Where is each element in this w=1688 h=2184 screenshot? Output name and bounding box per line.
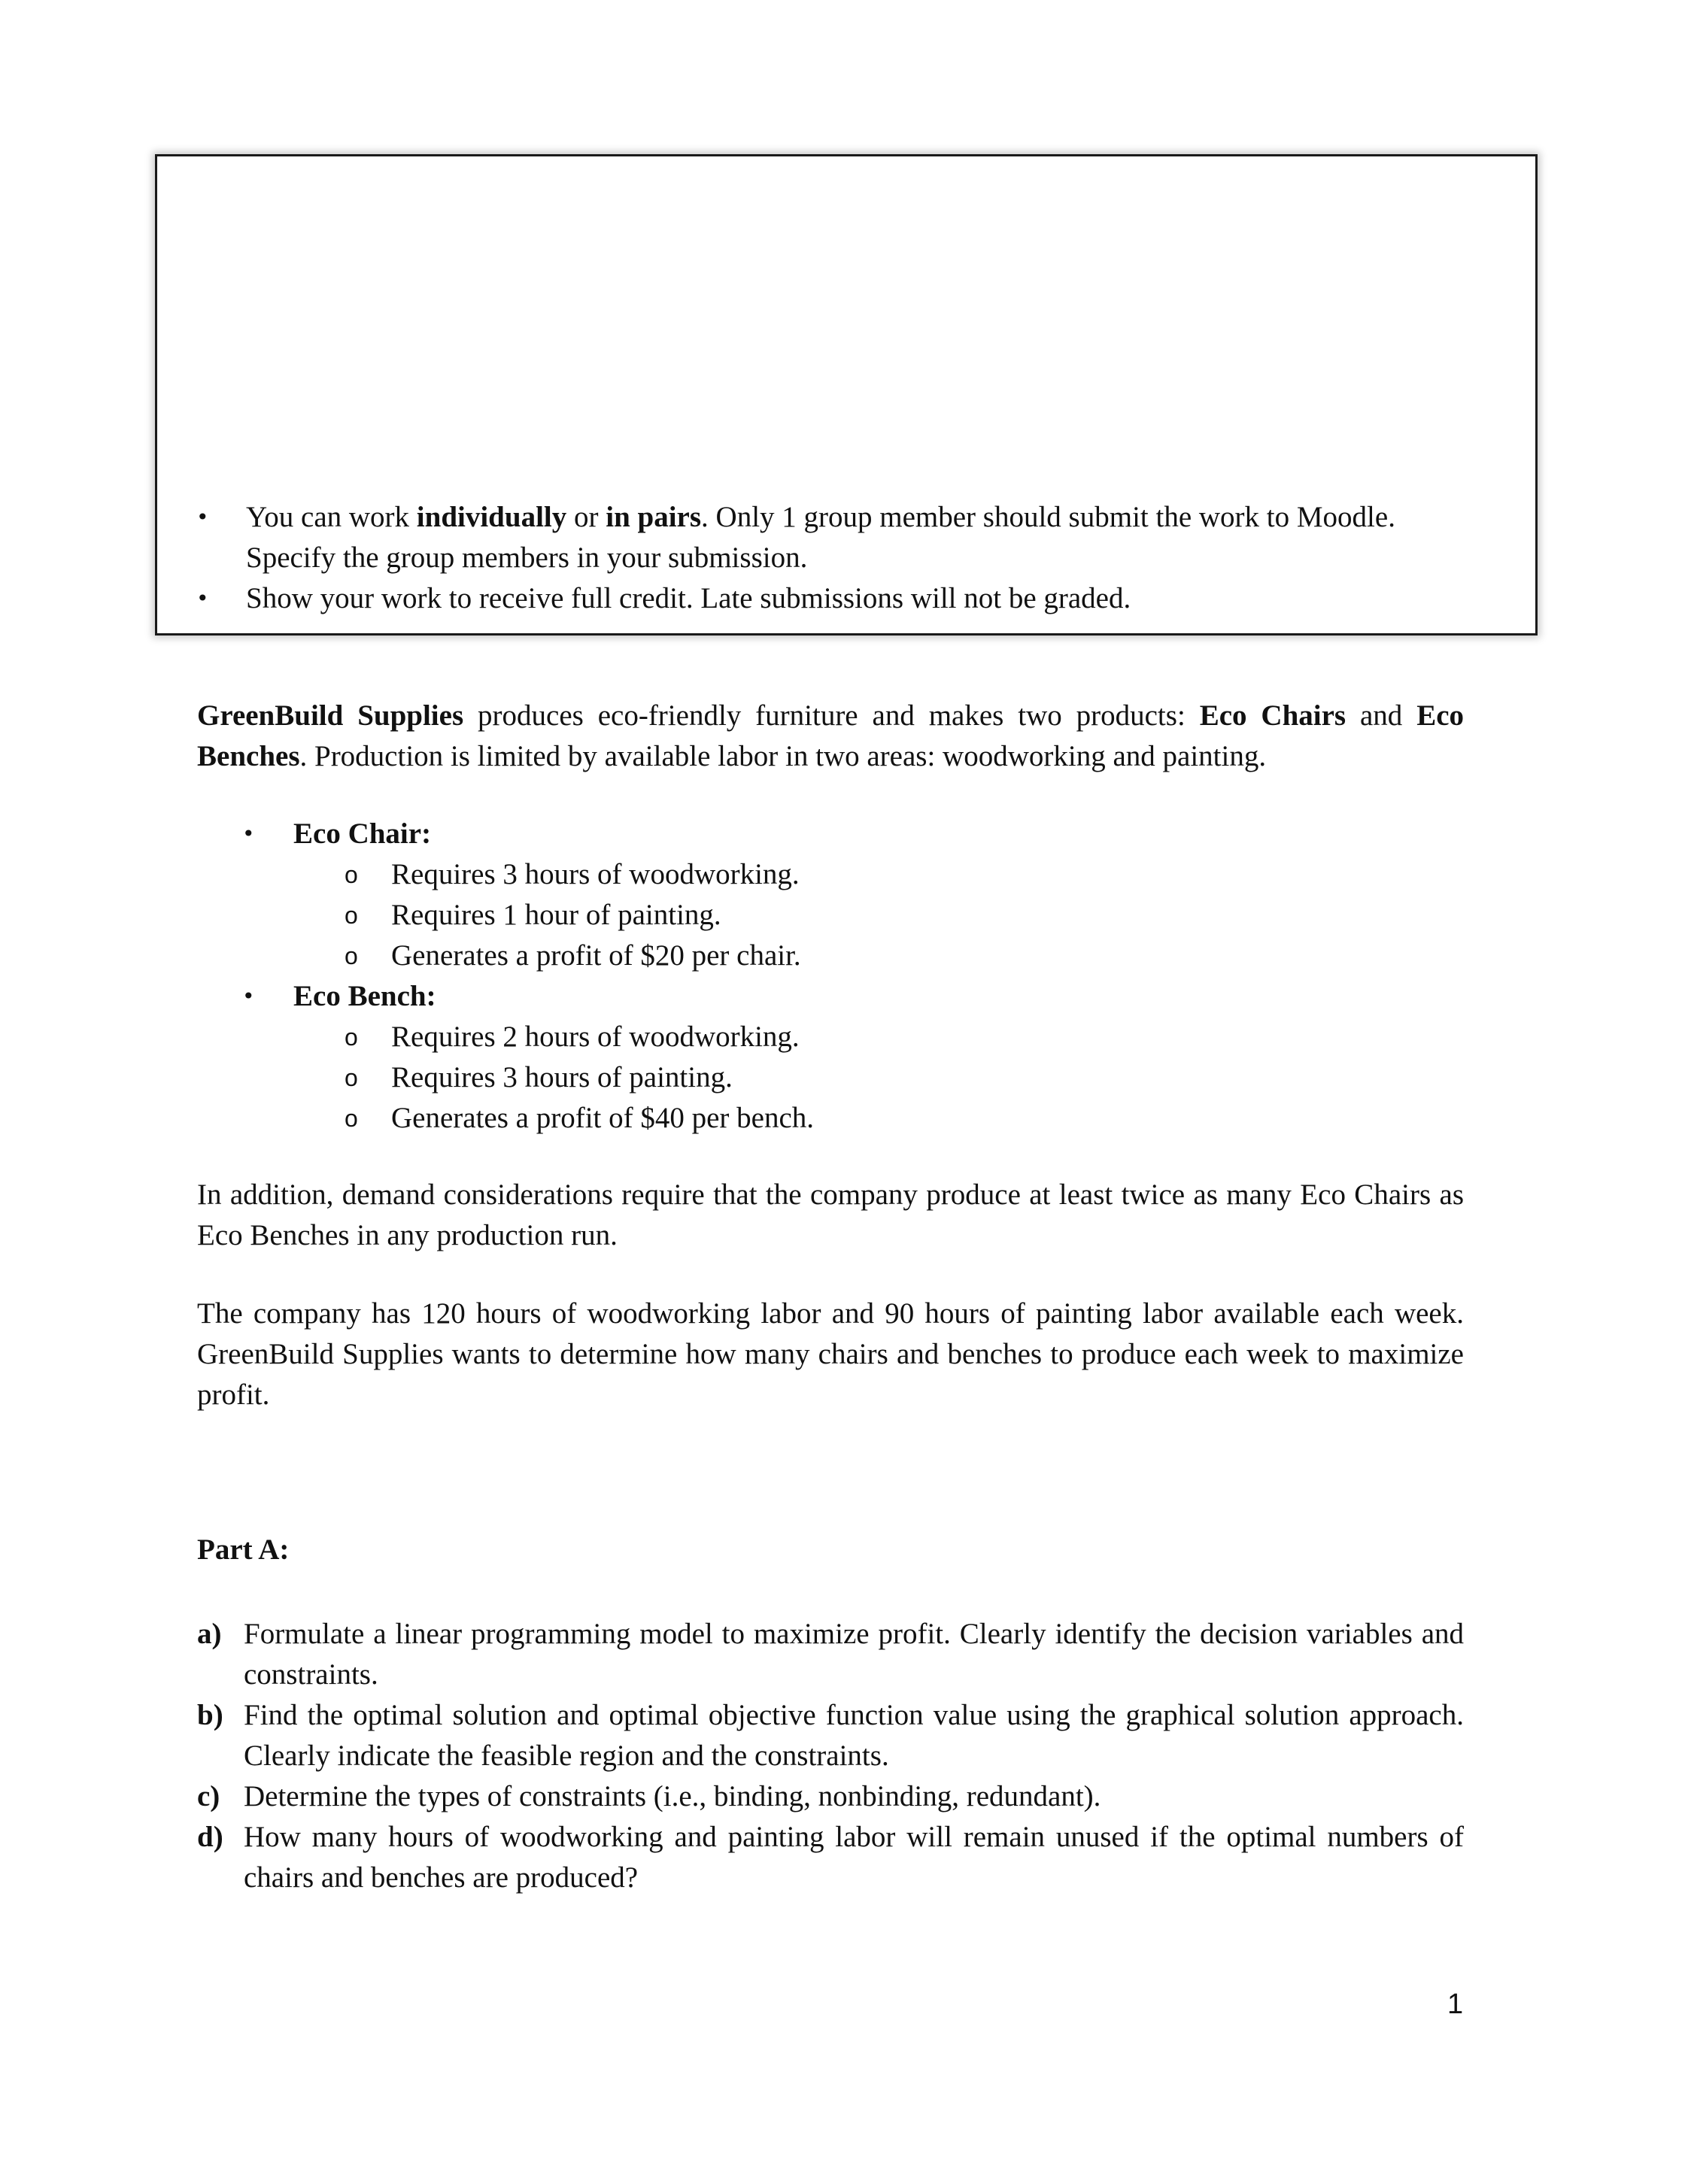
instruction-text: You can work xyxy=(246,501,417,533)
instruction-item xyxy=(157,578,1535,619)
bullet-icon: • xyxy=(196,505,209,529)
product-details xyxy=(293,854,1250,976)
intro-text: and xyxy=(1346,699,1417,732)
bullet-icon: • xyxy=(242,821,255,846)
detail-text: Requires 3 hours of woodworking. xyxy=(391,858,800,890)
question-text: Formulate a linear programming model to maximize profit. Clearly identify the decision variables and constraints. xyxy=(244,1618,1464,1691)
question-item xyxy=(197,1776,1464,1817)
page-number: 1 xyxy=(1447,1988,1464,2020)
instruction-emphasis: in pairs xyxy=(606,501,702,533)
question-text: Determine the types of constraints (i.e., binding, nonbinding, redundant). xyxy=(244,1780,1101,1812)
question-letter: a) xyxy=(197,1618,222,1650)
instructions-box xyxy=(155,154,1538,635)
intro-text: produces eco-friendly furniture and makes two products: xyxy=(463,699,1200,732)
product-detail xyxy=(197,1057,1250,1098)
detail-text: Generates a profit of $20 per chair. xyxy=(391,939,801,972)
product-item xyxy=(197,976,1250,1139)
question-letter: d) xyxy=(197,1821,223,1853)
sub-bullet-icon: o xyxy=(345,1024,358,1051)
intro-paragraph xyxy=(197,696,1464,777)
question-item xyxy=(197,1614,1464,1695)
question-list xyxy=(197,1614,1464,1898)
product-details xyxy=(293,1017,1250,1139)
question-item xyxy=(197,1695,1464,1776)
question-text: Find the optimal solution and optimal objective function value using the graphical solution approach. Clearly indicate the feasible region and the constraints. xyxy=(244,1699,1464,1772)
demand-paragraph: In addition, demand considerations require that the company produce at least twice as many Eco Chairs as Eco Benches in any production run. xyxy=(197,1178,1464,1251)
part-a-heading: Part A: xyxy=(197,1533,290,1566)
product-name: Eco Benches xyxy=(197,699,1465,772)
detail-text: Requires 3 hours of painting. xyxy=(391,1061,733,1094)
product-detail xyxy=(197,895,1250,936)
product-detail xyxy=(197,1017,1250,1057)
bullet-icon: • xyxy=(196,586,209,611)
question-letter: b) xyxy=(197,1699,223,1731)
sub-bullet-icon: o xyxy=(345,902,358,929)
product-detail xyxy=(197,936,1250,976)
question-text: How many hours of woodworking and painting labor will remain unused if the optimal numbers of chairs and benches are produced? xyxy=(244,1821,1464,1894)
instructions-list xyxy=(157,497,1535,619)
instruction-emphasis: individually xyxy=(416,501,567,533)
sub-bullet-icon: o xyxy=(345,942,358,969)
intro-text: . Production is limited by available labor in two areas: woodworking and painting. xyxy=(299,740,1267,772)
product-detail xyxy=(197,1098,1250,1139)
product-detail xyxy=(197,854,1250,895)
labor-paragraph: The company has 120 hours of woodworking labor and 90 hours of painting labor available each week. GreenBuild Supplies wants to determine how many chairs and benches to produce each week to maximize profit. xyxy=(197,1297,1464,1411)
detail-text: Generates a profit of $40 per bench. xyxy=(391,1102,815,1134)
instruction-text: Show your work to receive full credit. Late submissions will not be graded. xyxy=(246,582,1131,614)
question-letter: c) xyxy=(197,1780,220,1812)
product-item xyxy=(197,814,1250,976)
instruction-text: or xyxy=(566,501,606,533)
product-list xyxy=(197,814,1250,1139)
detail-text: Requires 1 hour of painting. xyxy=(391,899,721,931)
instruction-item xyxy=(157,497,1535,578)
product-name: Eco Chairs xyxy=(1199,699,1346,732)
product-title: Eco Bench: xyxy=(293,980,436,1012)
sub-bullet-icon: o xyxy=(345,861,358,888)
bullet-icon: • xyxy=(242,984,255,1009)
detail-text: Requires 2 hours of woodworking. xyxy=(391,1021,800,1053)
question-item xyxy=(197,1817,1464,1898)
instruction-text: . Only 1 group member should submit the work to Moodle. Specify the group members in your submission. xyxy=(246,501,1395,574)
sub-bullet-icon: o xyxy=(345,1064,358,1091)
company-name: GreenBuild Supplies xyxy=(197,699,464,732)
product-title: Eco Chair: xyxy=(293,817,432,850)
sub-bullet-icon: o xyxy=(345,1105,358,1132)
